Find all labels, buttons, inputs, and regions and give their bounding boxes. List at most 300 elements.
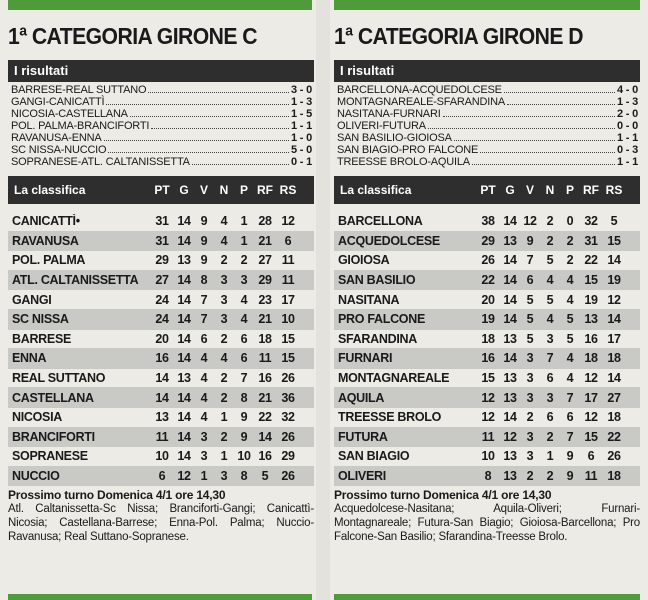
table-row	[8, 212, 314, 232]
results-heading: I risultati	[334, 60, 640, 82]
stat-rf: 11	[584, 469, 598, 484]
stat-n: 4	[220, 351, 228, 366]
stat-p: 4	[566, 371, 574, 386]
stat-rf: 22	[584, 253, 598, 268]
stat-p: 8	[240, 469, 248, 484]
team-name: REAL SUTTANO	[12, 371, 106, 386]
green-bar-bottom-right	[334, 594, 640, 600]
stat-pt: 13	[155, 410, 169, 425]
stat-rs: 26	[281, 371, 295, 386]
stat-n: 2	[546, 469, 554, 484]
results-list	[334, 84, 640, 168]
result-match: SAN BASILIO-GIOIOSA	[337, 132, 452, 144]
stat-n: 2	[220, 429, 228, 444]
table-row	[8, 369, 314, 389]
standings-heading: La classifica	[14, 183, 86, 197]
stat-pt: 29	[155, 253, 169, 268]
stat-g: 14	[177, 233, 191, 248]
stat-rs: 18	[607, 410, 621, 425]
stat-v: 6	[200, 331, 208, 346]
stat-pt: 14	[155, 390, 169, 405]
stat-pt: 31	[155, 233, 169, 248]
leader-dots	[507, 104, 615, 105]
stat-rf: 15	[584, 273, 598, 288]
stat-n: 2	[546, 429, 554, 444]
result-score: 5 - 0	[290, 144, 312, 156]
stat-g: 14	[503, 312, 517, 327]
team-name: CANICATTÌ•	[12, 214, 80, 229]
table-row	[334, 349, 640, 369]
team-name: GIOIOSA	[338, 253, 390, 268]
stat-rf: 12	[584, 371, 598, 386]
stat-n: 7	[546, 351, 554, 366]
stat-n: 5	[546, 292, 554, 307]
result-match: OLIVERI-FUTURA	[337, 120, 426, 132]
result-match: SC NISSA-NUCCIO	[11, 144, 107, 156]
girone-d-column	[334, 18, 640, 544]
stat-rf: 21	[258, 312, 272, 327]
result-score: 1 - 1	[290, 120, 312, 132]
result-score: 4 - 0	[616, 84, 638, 96]
stat-v: 9	[200, 214, 208, 229]
result-score: 1 - 3	[290, 96, 312, 108]
stat-rs: 18	[607, 469, 621, 484]
stat-g: 13	[503, 371, 517, 386]
standings-header	[8, 176, 314, 204]
stat-pt: 31	[155, 214, 169, 229]
col-pt: PT	[154, 183, 170, 197]
stat-rs: 15	[281, 351, 295, 366]
stat-pt: 11	[481, 429, 495, 444]
table-row	[334, 310, 640, 330]
stat-n: 3	[546, 390, 554, 405]
stat-n: 4	[546, 312, 554, 327]
leader-dots	[106, 104, 289, 105]
stat-rf: 23	[258, 292, 272, 307]
result-match: SAN BIAGIO-PRO FALCONE	[337, 144, 479, 156]
result-row	[8, 108, 314, 120]
col-v: V	[525, 183, 534, 197]
stat-g: 14	[177, 331, 191, 346]
col-pt: PT	[480, 183, 496, 197]
girone-c-title: 1ª CATEGORIA GIRONE C	[8, 23, 258, 49]
stat-p: 4	[566, 292, 574, 307]
leader-dots	[104, 140, 289, 141]
stat-n: 2	[546, 214, 554, 229]
leader-dots	[192, 164, 289, 165]
table-row	[8, 271, 314, 291]
stat-pt: 24	[155, 292, 169, 307]
stat-n: 1	[220, 410, 228, 425]
result-score: 3 - 0	[290, 84, 312, 96]
green-bar-right	[334, 0, 640, 10]
team-name: PRO FALCONE	[338, 312, 425, 327]
col-n: N	[545, 183, 555, 197]
stat-rf: 6	[587, 449, 595, 464]
standings-header	[334, 176, 640, 204]
team-name: ACQUEDOLCESE	[338, 233, 440, 248]
col-n: N	[219, 183, 229, 197]
stat-n: 3	[220, 312, 228, 327]
result-row	[8, 96, 314, 108]
stat-p: 7	[566, 429, 574, 444]
table-row	[8, 330, 314, 350]
team-name: OLIVERI	[338, 469, 386, 484]
stat-p: 1	[240, 233, 248, 248]
results-heading: I risultati	[8, 60, 314, 82]
result-score: 1 - 1	[616, 156, 638, 168]
stat-pt: 10	[481, 449, 495, 464]
result-score: 1 - 3	[616, 96, 638, 108]
table-row	[8, 310, 314, 330]
stat-rs: 32	[281, 410, 295, 425]
stat-rf: 21	[258, 390, 272, 405]
stat-pt: 12	[481, 390, 495, 405]
stat-p: 1	[240, 214, 248, 229]
col-p: P	[565, 183, 574, 197]
result-score: 2 - 0	[616, 108, 638, 120]
team-name: BRANCIFORTI	[12, 429, 95, 444]
stat-p: 9	[566, 449, 574, 464]
stat-rs: 5	[610, 214, 618, 229]
result-score: 0 - 3	[616, 144, 638, 156]
table-row	[8, 232, 314, 252]
stat-v: 1	[200, 469, 208, 484]
stat-n: 3	[546, 331, 554, 346]
stat-v: 3	[200, 449, 208, 464]
col-g: G	[505, 183, 515, 197]
next-round-title: Prossimo turno Domenica 4/1 ore 14,30	[334, 488, 552, 503]
stat-v: 2	[526, 469, 534, 484]
stat-g: 13	[503, 449, 517, 464]
stat-v: 5	[526, 312, 534, 327]
result-row	[334, 144, 640, 156]
table-row	[8, 467, 314, 487]
stat-rf: 11	[258, 351, 272, 366]
leader-dots	[151, 128, 289, 129]
result-match: POL. PALMA-BRANCIFORTI	[11, 120, 150, 132]
result-row	[334, 108, 640, 120]
stat-n: 2	[546, 233, 554, 248]
result-row	[8, 144, 314, 156]
stat-pt: 24	[155, 312, 169, 327]
result-score: 1 - 5	[290, 108, 312, 120]
stat-g: 14	[503, 273, 517, 288]
stat-v: 4	[200, 410, 208, 425]
stat-p: 9	[566, 469, 574, 484]
stat-p: 5	[566, 331, 574, 346]
stat-g: 14	[503, 214, 517, 229]
stat-n: 3	[220, 292, 228, 307]
stat-rs: 11	[281, 253, 295, 268]
stat-pt: 16	[155, 351, 169, 366]
stat-pt: 29	[481, 233, 495, 248]
stat-rs: 26	[281, 429, 295, 444]
table-row	[8, 428, 314, 448]
table-row	[334, 251, 640, 271]
stat-g: 14	[503, 253, 517, 268]
team-name: BARRESE	[12, 331, 72, 346]
stat-rf: 12	[584, 410, 598, 425]
team-name: BARCELLONA	[338, 214, 423, 229]
team-name: TREESSE BROLO	[338, 410, 442, 425]
standings-table	[334, 212, 640, 486]
stat-rs: 18	[607, 351, 621, 366]
table-row	[334, 271, 640, 291]
team-name: NUCCIO	[12, 469, 60, 484]
stat-v: 3	[526, 371, 534, 386]
stat-p: 8	[240, 390, 248, 405]
table-row	[334, 330, 640, 350]
stat-v: 7	[200, 292, 208, 307]
stat-n: 1	[220, 449, 228, 464]
result-score: 0 - 1	[290, 156, 312, 168]
result-row	[334, 96, 640, 108]
stat-n: 3	[220, 469, 228, 484]
stat-rs: 17	[281, 292, 295, 307]
result-match: MONTAGNAREALE-SFARANDINA	[337, 96, 505, 108]
stat-rs: 22	[607, 429, 621, 444]
stat-g: 13	[177, 371, 191, 386]
stat-v: 3	[526, 449, 534, 464]
result-match: RAVANUSA-ENNA	[11, 132, 102, 144]
team-name: SAN BIAGIO	[338, 449, 410, 464]
stat-pt: 27	[155, 273, 169, 288]
stat-v: 2	[526, 410, 534, 425]
table-row	[8, 290, 314, 310]
table-row	[334, 369, 640, 389]
stat-g: 14	[177, 410, 191, 425]
leader-dots	[443, 116, 615, 117]
stat-n: 1	[546, 449, 554, 464]
stat-g: 14	[177, 312, 191, 327]
stat-pt: 14	[155, 371, 169, 386]
stat-p: 0	[566, 214, 574, 229]
stat-rs: 10	[281, 312, 295, 327]
team-name: FUTURA	[338, 429, 388, 444]
stat-p: 3	[240, 273, 248, 288]
stat-v: 3	[526, 429, 534, 444]
stat-rf: 14	[258, 429, 272, 444]
leader-dots	[130, 116, 289, 117]
stat-g: 13	[503, 469, 517, 484]
stat-g: 13	[503, 233, 517, 248]
stat-rf: 16	[258, 449, 272, 464]
stat-p: 6	[240, 331, 248, 346]
stat-p: 9	[240, 410, 248, 425]
leader-dots	[472, 164, 615, 165]
table-row	[8, 388, 314, 408]
stat-p: 4	[240, 312, 248, 327]
stat-rf: 18	[584, 351, 598, 366]
stat-rs: 6	[284, 233, 292, 248]
result-match: BARCELLONA-ACQUEDOLCESE	[337, 84, 502, 96]
stat-rf: 21	[258, 233, 272, 248]
stat-p: 6	[240, 351, 248, 366]
stat-rs: 15	[607, 233, 621, 248]
stat-p: 4	[240, 292, 248, 307]
stat-rf: 27	[258, 253, 272, 268]
result-row	[334, 120, 640, 132]
stat-g: 14	[177, 390, 191, 405]
table-row	[334, 447, 640, 467]
stat-pt: 10	[155, 449, 169, 464]
table-row	[8, 251, 314, 271]
team-name: GANGI	[12, 292, 52, 307]
stat-v: 8	[200, 273, 208, 288]
stat-rs: 27	[607, 390, 621, 405]
table-row	[334, 232, 640, 252]
stat-v: 4	[200, 390, 208, 405]
stat-rf: 32	[584, 214, 598, 229]
stat-g: 14	[177, 214, 191, 229]
stat-rf: 28	[258, 214, 272, 229]
stat-rs: 19	[607, 273, 621, 288]
stat-p: 2	[566, 233, 574, 248]
team-name: NASITANA	[338, 292, 400, 307]
table-row	[334, 428, 640, 448]
green-bar-bottom-left	[8, 594, 312, 600]
stat-p: 2	[240, 253, 248, 268]
stat-p: 2	[566, 253, 574, 268]
stat-g: 14	[503, 292, 517, 307]
leader-dots	[454, 140, 615, 141]
stat-pt: 22	[481, 273, 495, 288]
result-match: NICOSIA-CASTELLANA	[11, 108, 128, 120]
stat-p: 9	[240, 429, 248, 444]
stat-rs: 15	[281, 331, 295, 346]
stat-v: 9	[200, 253, 208, 268]
stat-pt: 26	[481, 253, 495, 268]
stat-rs: 36	[281, 390, 295, 405]
col-v: V	[199, 183, 208, 197]
stat-p: 10	[237, 449, 251, 464]
stat-g: 13	[177, 253, 191, 268]
team-name: SOPRANESE	[12, 449, 88, 464]
stat-rf: 22	[258, 410, 272, 425]
stat-v: 3	[526, 351, 534, 366]
result-match: NASITANA-FURNARI	[337, 108, 441, 120]
stat-rf: 16	[258, 371, 272, 386]
result-score: 1 - 1	[616, 132, 638, 144]
result-match: GANGI-CANICATTÌ	[11, 96, 105, 108]
stat-n: 5	[546, 253, 554, 268]
col-rf: RF	[583, 183, 599, 197]
stat-pt: 18	[481, 331, 495, 346]
stat-n: 6	[546, 371, 554, 386]
stat-v: 5	[526, 331, 534, 346]
standings-heading: La classifica	[340, 183, 412, 197]
stat-rs: 14	[607, 253, 621, 268]
stat-g: 12	[177, 469, 191, 484]
stat-p: 6	[566, 410, 574, 425]
stat-g: 14	[503, 351, 517, 366]
team-name: RAVANUSA	[12, 233, 79, 248]
stat-rf: 16	[584, 331, 598, 346]
stat-pt: 16	[481, 351, 495, 366]
stat-pt: 11	[155, 429, 169, 444]
next-round-fixtures: Acquedolcese-Nasitana; Aquila-Oliveri; Furnari-Montagnareale; Futura-San Biagio; Gioiosa-Barcellona; Pro Falcone-San Basilio; Sfarandina-Treesse Brolo.	[334, 503, 640, 544]
stat-n: 3	[220, 273, 228, 288]
stat-rf: 5	[261, 469, 269, 484]
leader-dots	[504, 92, 615, 93]
result-row	[334, 132, 640, 144]
stat-v: 4	[200, 351, 208, 366]
team-name: CASTELLANA	[12, 390, 94, 405]
stat-g: 14	[503, 410, 517, 425]
result-row	[8, 132, 314, 144]
stat-rs: 11	[281, 273, 295, 288]
stat-rf: 13	[584, 312, 598, 327]
result-row	[334, 84, 640, 96]
result-row	[8, 120, 314, 132]
stat-v: 4	[200, 371, 208, 386]
stat-pt: 8	[484, 469, 492, 484]
stat-n: 2	[220, 371, 228, 386]
col-rf: RF	[257, 183, 273, 197]
stat-n: 4	[220, 233, 228, 248]
team-name: POL. PALMA	[12, 253, 86, 268]
team-name: AQUILA	[338, 390, 385, 405]
next-round-title: Prossimo turno Domenica 4/1 ore 14,30	[8, 488, 226, 503]
stat-pt: 12	[481, 410, 495, 425]
stat-g: 12	[503, 429, 517, 444]
stat-rs: 29	[281, 449, 295, 464]
stat-rf: 29	[258, 273, 272, 288]
stat-p: 4	[566, 351, 574, 366]
stat-g: 14	[177, 449, 191, 464]
stat-rf: 18	[258, 331, 272, 346]
team-name: FURNARI	[338, 351, 393, 366]
leader-dots	[480, 152, 615, 153]
stat-g: 14	[177, 273, 191, 288]
stat-v: 7	[526, 253, 534, 268]
stat-rs: 12	[607, 292, 621, 307]
stat-n: 2	[220, 253, 228, 268]
result-match: SOPRANESE-ATL. CALTANISSETTA	[11, 156, 190, 168]
stat-rs: 14	[607, 371, 621, 386]
table-row	[334, 408, 640, 428]
stat-g: 13	[503, 390, 517, 405]
table-row	[8, 349, 314, 369]
stat-pt: 20	[481, 292, 495, 307]
stat-n: 4	[546, 273, 554, 288]
stat-pt: 19	[481, 312, 495, 327]
leader-dots	[108, 152, 289, 153]
stat-v: 3	[526, 390, 534, 405]
next-round-fixtures: Atl. Caltanissetta-Sc Nissa; Branciforti-Gangi; Canicattì-Nicosia; Castellana-Barrese; Enna-Pol. Palma; Nuccio-Ravanusa; Real Suttano-Sopranese.	[8, 503, 314, 544]
stat-rf: 19	[584, 292, 598, 307]
table-row	[334, 212, 640, 232]
results-list	[8, 84, 314, 168]
team-name: SC NISSA	[12, 312, 69, 327]
stat-rf: 15	[584, 429, 598, 444]
result-match: BARRESE-REAL SUTTANO	[11, 84, 147, 96]
result-score: 1 - 0	[290, 132, 312, 144]
stat-n: 6	[546, 410, 554, 425]
stat-v: 7	[200, 312, 208, 327]
stat-p: 4	[566, 273, 574, 288]
stat-pt: 15	[481, 371, 495, 386]
team-name: NICOSIA	[12, 410, 62, 425]
result-row	[8, 156, 314, 168]
stat-rs: 12	[281, 214, 295, 229]
stat-n: 2	[220, 331, 228, 346]
stat-n: 2	[220, 390, 228, 405]
result-score: 0 - 0	[616, 120, 638, 132]
stat-g: 14	[177, 429, 191, 444]
stat-v: 6	[526, 273, 534, 288]
